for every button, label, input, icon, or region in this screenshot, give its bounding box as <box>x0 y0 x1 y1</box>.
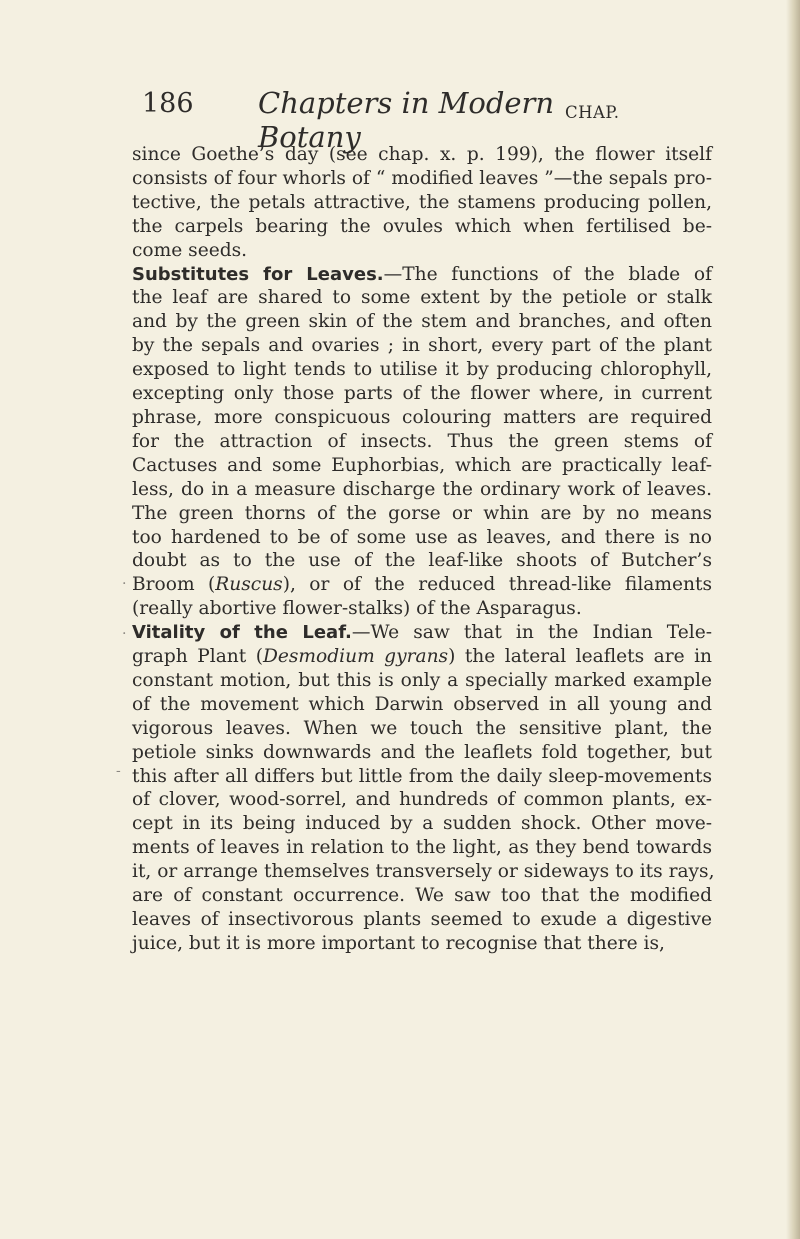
line-text: less, do in a measure discharge the ordinary work of leaves. <box>132 478 712 500</box>
line-text: since Goethe’s day (see chap. x. p. 199), the flower itself <box>132 144 712 165</box>
line-text: Cactuses and some Euphorbias, which are practically leaf- <box>132 454 712 476</box>
text-line <box>132 836 712 860</box>
page-header <box>142 86 662 154</box>
line-text: Broom ( <box>132 574 216 596</box>
line-text: (really abortive flower-stalks) of the Asparagus. <box>132 598 582 620</box>
italic-term: Desmodium gyrans <box>262 646 449 668</box>
text-line <box>132 430 712 454</box>
line-text: too hardened to be of some use as leaves, and there is no <box>132 526 712 548</box>
text-line <box>132 693 712 717</box>
line-text: doubt as to the use of the leaf-like shoots of Butcher’s <box>132 550 712 572</box>
line-text: vigorous leaves. When we touch the sensitive plant, the <box>132 717 712 739</box>
text-line <box>132 741 712 765</box>
line-text: the leaf are shared to some extent by the petiole or stalk <box>132 287 712 309</box>
text-line <box>132 406 712 430</box>
text-line <box>132 573 712 597</box>
line-text: leaves of insectivorous plants seemed to exude a digestive <box>132 909 712 930</box>
text-line <box>132 239 712 263</box>
body-text <box>132 143 715 956</box>
page-edge-shadow <box>786 0 800 1239</box>
line-text: by the sepals and ovaries ; in short, every part of the plant <box>132 335 712 357</box>
text-line <box>132 167 712 191</box>
text-line <box>132 669 712 693</box>
italic-term: Ruscus <box>215 574 283 596</box>
line-text: juice, but it is more important to recognise that there is, <box>132 932 665 954</box>
line-text: constant motion, but this is only a specially marked example <box>132 669 712 691</box>
text-line <box>132 884 712 908</box>
text-line <box>132 717 712 741</box>
line-text: come seeds. <box>132 239 248 261</box>
section-heading-line <box>132 263 712 287</box>
line-text: the carpels bearing the ovules which when fertilised be- <box>132 215 712 237</box>
text-line <box>132 549 712 573</box>
text-line <box>132 597 712 621</box>
line-text: for the attraction of insects. Thus the green stems of <box>132 430 712 452</box>
line-text: of the movement which Darwin observed in all young and <box>132 693 712 715</box>
text-line <box>132 932 712 956</box>
line-text: it, or arrange themselves transversely or sideways to its rays, <box>132 861 715 883</box>
text-line <box>132 478 712 502</box>
text-line <box>132 645 712 669</box>
line-text: exposed to light tends to utilise it by producing chlorophyll, <box>132 359 712 381</box>
text-line <box>132 191 712 215</box>
text-line <box>132 765 712 789</box>
line-text: tective, the petals attractive, the stamens producing pollen, <box>132 191 712 213</box>
text-line <box>132 310 712 334</box>
running-title: Chapters in Modern Botany <box>258 86 555 154</box>
text-line <box>132 454 712 478</box>
line-text: excepting only those parts of the flower where, in current <box>132 383 712 405</box>
line-text: petiole sinks downwards and the leaflets fold together, but <box>132 741 712 763</box>
text-line <box>132 812 712 836</box>
line-text: ments of leaves in relation to the light, as they bend towards <box>132 837 712 859</box>
section-heading-line <box>132 621 712 645</box>
line-text: The green thorns of the gorse or whin are by no means <box>132 502 712 524</box>
chapter-label: CHAP. <box>565 103 620 122</box>
text-line <box>132 382 712 406</box>
margin-mark: . <box>122 572 127 588</box>
text-line <box>132 526 712 550</box>
line-text: are of constant occurrence. We saw too that the modified <box>132 885 712 907</box>
text-line <box>132 908 712 932</box>
line-text: graph Plant ( <box>132 646 263 668</box>
text-line <box>132 143 712 167</box>
line-text: —The functions of the blade of <box>383 263 712 285</box>
line-text: and by the green skin of the stem and branches, and often <box>132 311 712 333</box>
line-text-continued: ), or of the reduced thread-like filaments <box>282 574 712 596</box>
line-text: consists of four whorls of “ modified leaves ”—the sepals pro- <box>132 167 712 189</box>
text-line <box>132 860 715 884</box>
margin-mark: - <box>116 763 121 779</box>
margin-mark: . <box>122 622 127 638</box>
text-line <box>132 358 712 382</box>
text-line <box>132 502 712 526</box>
section-heading: Substitutes for Leaves. <box>132 263 384 285</box>
text-line <box>132 334 712 358</box>
text-line <box>132 286 712 310</box>
line-text: of clover, wood-sorrel, and hundreds of common plants, ex- <box>132 789 712 811</box>
line-text-continued: ) the lateral leaflets are in <box>448 646 712 668</box>
text-line <box>132 215 712 239</box>
line-text: phrase, more conspicuous colouring matters are required <box>132 406 712 428</box>
page-number: 186 <box>142 88 194 119</box>
section-heading: Vitality of the Leaf. <box>132 622 352 644</box>
line-text: cept in its being induced by a sudden shock. Other move- <box>132 813 712 835</box>
text-line <box>132 788 712 812</box>
line-text: this after all differs but little from the daily sleep-movements <box>132 765 712 787</box>
line-text: —We saw that in the Indian Tele- <box>351 622 712 644</box>
